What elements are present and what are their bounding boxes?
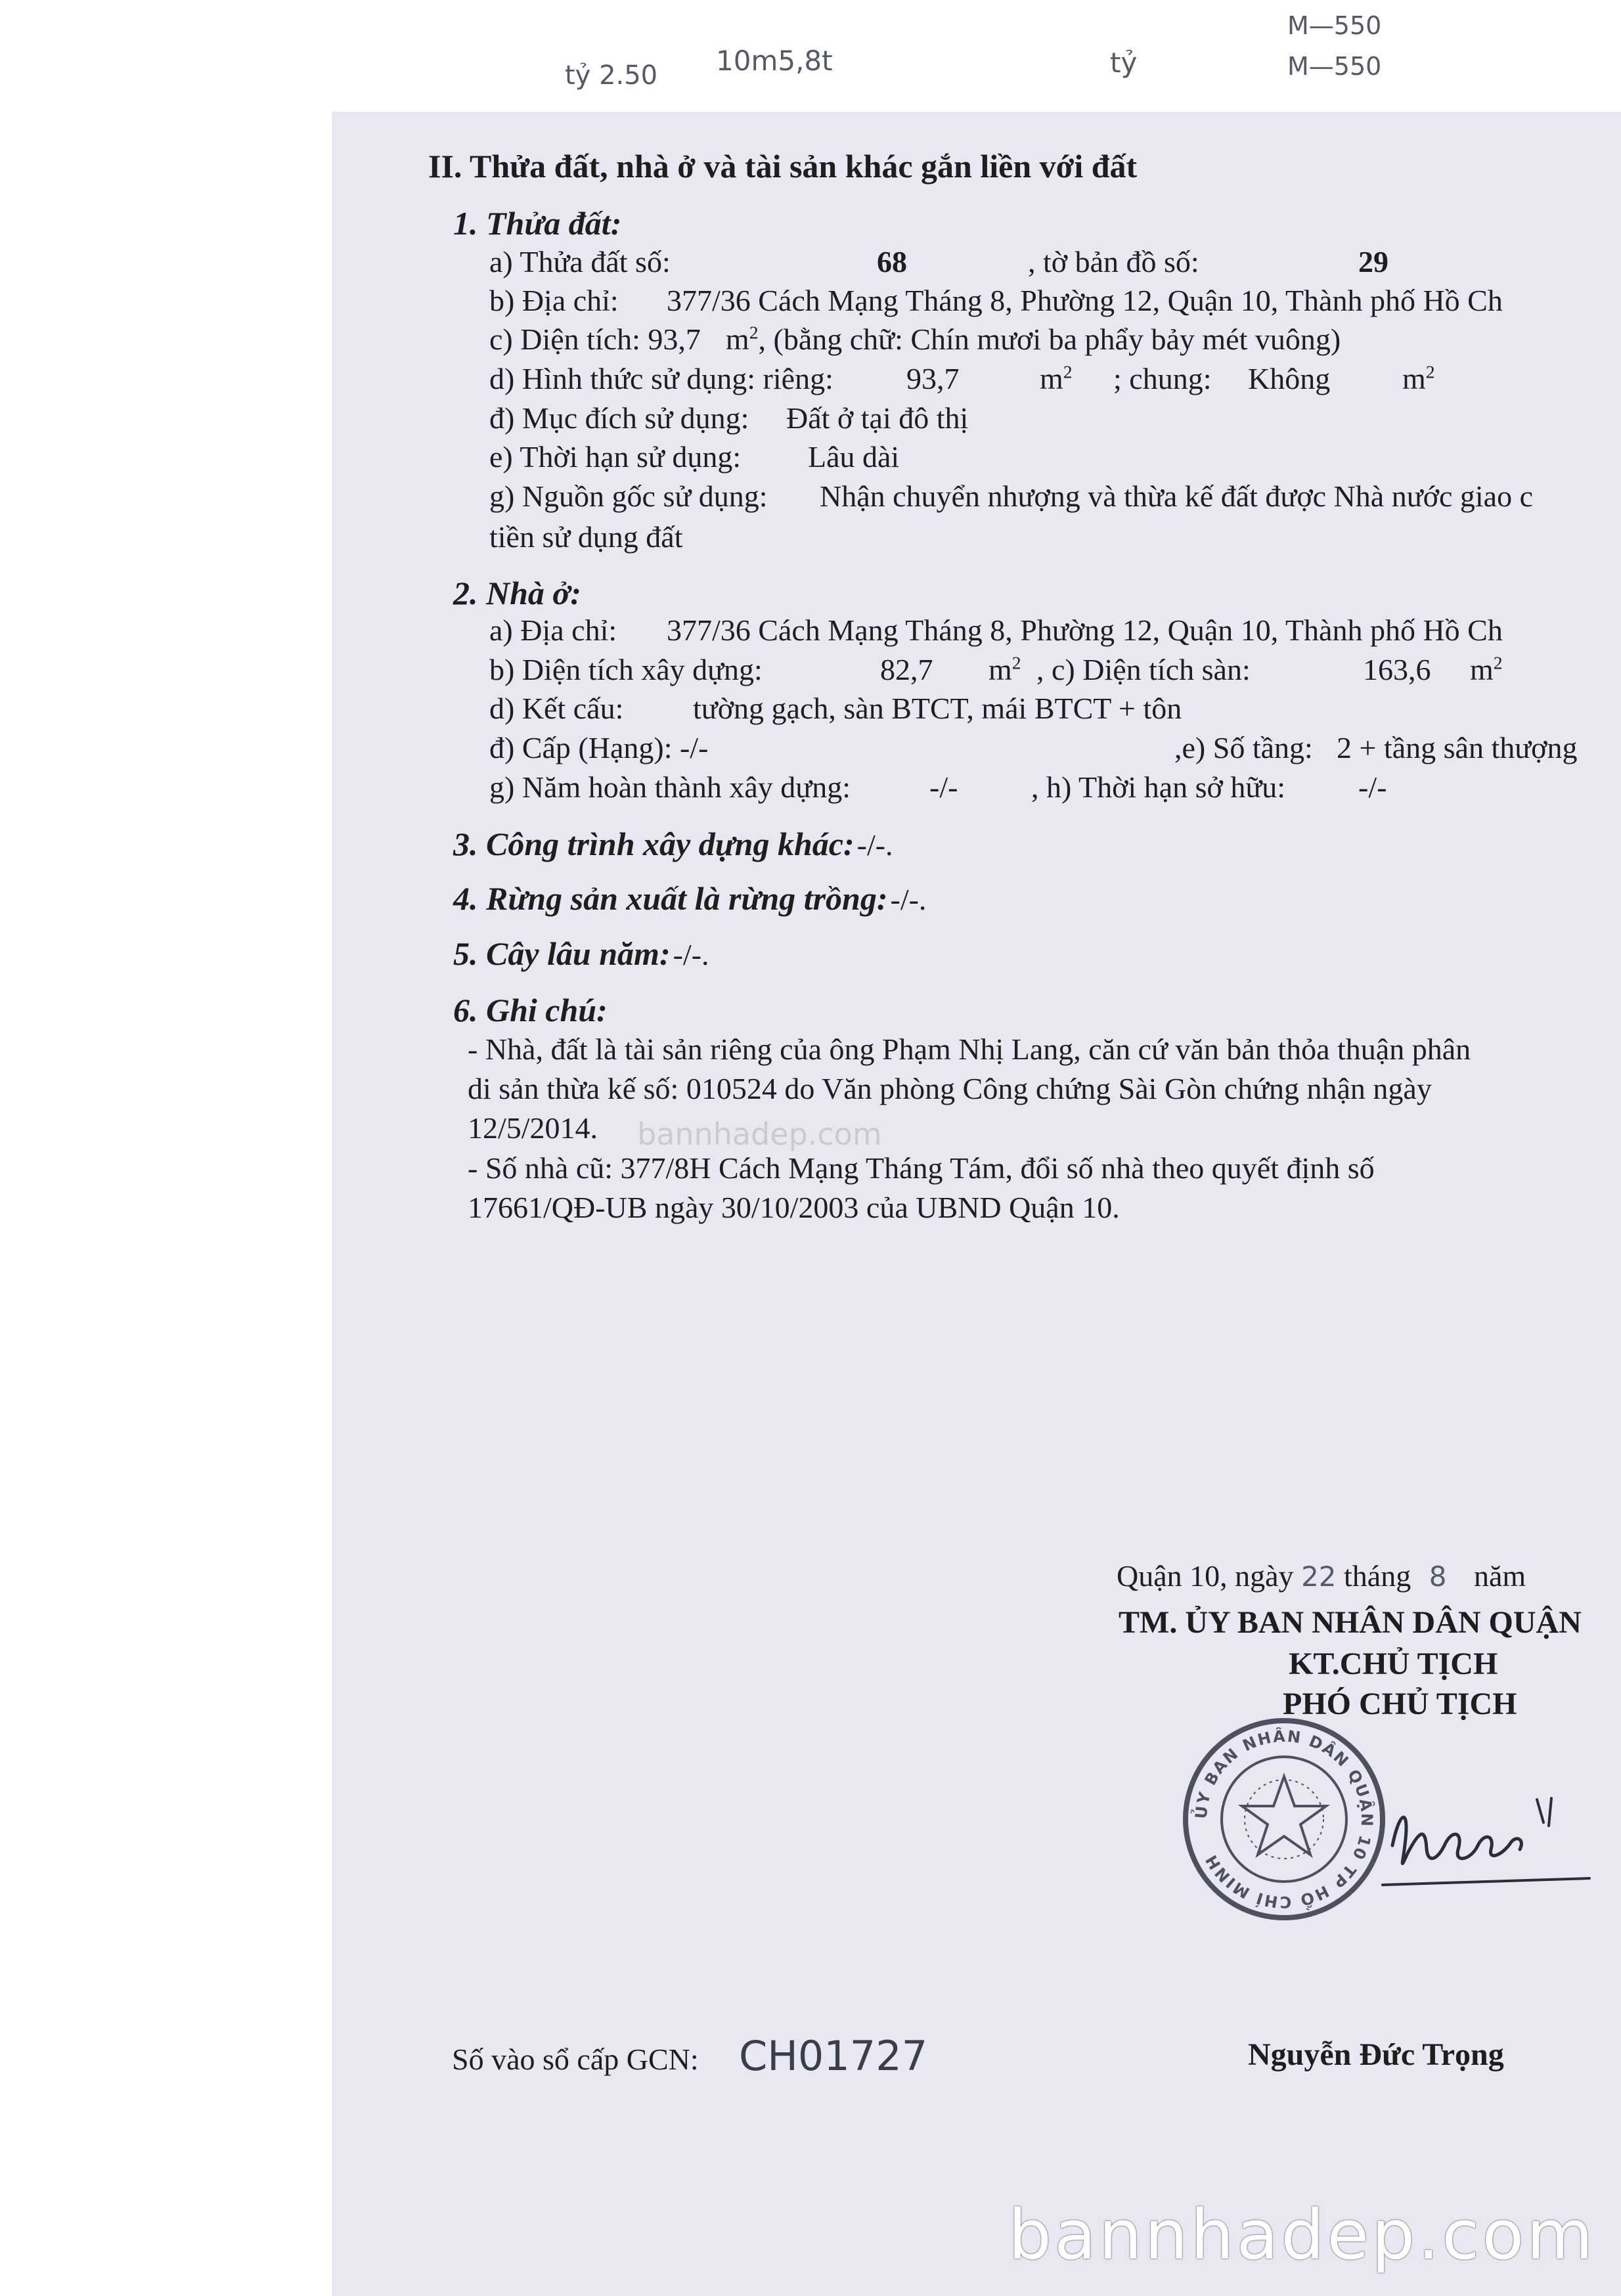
land-d-label: d) Hình thức sử dụng: riêng: (489, 362, 833, 395)
house-floor-area: 163,6 (1363, 653, 1431, 686)
notes-line-2: di sản thừa kế số: 010524 do Văn phòng Công chứng Sài Gòn chứng nhận ngày (468, 1072, 1432, 1105)
house-b-label: b) Diện tích xây dựng: (489, 653, 763, 686)
role-line-1: KT.CHỦ TỊCH (1289, 1646, 1498, 1681)
top-handwriting-left: tỷ 2.50 (565, 60, 658, 91)
land-purpose-label: đ) Mục đích sử dụng: (489, 401, 749, 435)
signature (1379, 1786, 1596, 1905)
date-prefix: Quận 10, ngày (1117, 1559, 1294, 1593)
forest-row (453, 882, 926, 915)
org-title: TM. ỦY BAN NHÂN DÂN QUẬN (1119, 1605, 1582, 1640)
date-day: 22 (1301, 1560, 1337, 1593)
top-handwriting-right1: M—550 (1287, 11, 1382, 40)
land-common-value: Không (1248, 362, 1331, 395)
perennial-label: 5. Cây lâu năm: (453, 935, 671, 972)
notes-heading: 6. Ghi chú: (453, 992, 608, 1028)
top-handwriting-mid2: tỷ (1110, 47, 1138, 79)
notes-line-5: 17661/QĐ-UB ngày 30/10/2003 của UBND Quận 10. (468, 1191, 1120, 1224)
forest-label: 4. Rừng sản xuất là rừng trồng: (453, 880, 888, 917)
top-handwriting-right2: M—550 (1287, 52, 1382, 81)
perennial-value: -/-. (673, 938, 709, 971)
house-floor-label: , c) Diện tích sàn: (1036, 653, 1251, 686)
land-purpose-value: Đất ở tại đô thị (786, 401, 969, 435)
other-works-row (453, 828, 893, 860)
land-private-area: 93,7 (906, 362, 960, 395)
house-structure-value: tường gạch, sàn BTCT, mái BTCT + tôn (693, 692, 1182, 725)
section-title: II. Thửa đất, nhà ở và tài sản khác gắn liền với đất (428, 148, 1138, 185)
watermark-small: bannhadep.com (637, 1116, 882, 1152)
house-year-label: g) Năm hoàn thành xây dựng: (489, 770, 851, 804)
land-origin-label: g) Nguồn gốc sử dụng: (489, 479, 768, 513)
notes-line-4: - Số nhà cũ: 377/8H Cách Mạng Tháng Tám, đổi số nhà theo quyết định số (468, 1151, 1375, 1185)
role-line-2: PHÓ CHỦ TỊCH (1283, 1687, 1517, 1721)
land-c-row (489, 324, 1341, 355)
perennial-row (453, 937, 709, 970)
official-stamp (1179, 1714, 1389, 1924)
land-common-label: ; chung: (1113, 362, 1212, 395)
land-area-unit: m (725, 322, 749, 356)
land-heading: 1. Thửa đất: (453, 205, 622, 242)
house-build-area: 82,7 (880, 653, 933, 686)
other-works-value: -/-. (856, 828, 893, 862)
house-a-label: a) Địa chỉ: (489, 613, 617, 647)
house-address: 377/36 Cách Mạng Tháng 8, Phường 12, Quận 10, Thành phố Hồ Ch (667, 613, 1503, 647)
land-area-words: , (bằng chữ: Chín mươi ba phẩy bảy mét vuông) (758, 322, 1341, 356)
date-month: 8 (1429, 1560, 1447, 1593)
register-label: Số vào sổ cấp GCN: (452, 2042, 699, 2076)
land-private-unit: $m^2$ (1040, 361, 1073, 395)
house-year-value: -/- (929, 770, 958, 804)
date-line (1117, 1561, 1526, 1591)
land-origin-cont: tiền sử dụng đất (489, 520, 683, 554)
notes-line-1: - Nhà, đất là tài sản riêng của ông Phạm Nhị Lang, căn cứ văn bản thỏa thuận phân (468, 1032, 1471, 1066)
land-origin-value: Nhận chuyển nhượng và thừa kế đất được Nhà nước giao c (820, 479, 1533, 513)
stamp-text: ỦY BAN NHÂN DÂN QUẬN 10 TP HỒ CHÍ MINH (1191, 1727, 1377, 1912)
land-term-value: Lâu dài (808, 440, 900, 474)
date-year-label: năm (1473, 1559, 1526, 1593)
land-b-label: b) Địa chỉ: (489, 284, 619, 317)
house-heading: 2. Nhà ở: (453, 575, 581, 611)
land-area-superscript: 2 (749, 322, 759, 343)
svg-text:ỦY BAN NHÂN DÂN QUẬN 10 TP HỒ (1189, 1727, 1377, 1913)
other-works-label: 3. Công trình xây dựng khác: (453, 826, 855, 862)
land-common-unit: $m^2$ (1402, 361, 1435, 395)
house-grade: đ) Cấp (Hạng): -/- (489, 731, 709, 764)
house-build-unit: $m^2$ (988, 652, 1021, 686)
forest-value: -/-. (890, 883, 927, 916)
land-term-label: e) Thời hạn sử dụng: (489, 440, 742, 474)
land-a-row (489, 247, 671, 277)
house-ownership-label: , h) Thời hạn sở hữu: (1031, 770, 1286, 804)
land-sheet-number: 29 (1358, 245, 1388, 278)
house-structure-label: d) Kết cấu: (489, 692, 624, 725)
notes-line-3: 12/5/2014. (468, 1111, 598, 1145)
house-floors-value: 2 + tầng sân thượng (1337, 731, 1578, 764)
date-month-label: tháng (1344, 1559, 1411, 1593)
land-sheet-label: , tờ bản đồ số: (1028, 245, 1199, 278)
house-floors-label: ,e) Số tầng: (1174, 731, 1313, 764)
house-floor-unit: $m^2$ (1470, 652, 1503, 686)
top-handwriting-mid1: 10m5,8t (716, 45, 833, 77)
land-address: 377/36 Cách Mạng Tháng 8, Phường 12, Quận 10, Thành phố Hồ Ch (667, 284, 1503, 317)
land-a-label: a) Thửa đất số: (489, 245, 671, 278)
watermark-large: bannhadep.com (1008, 2195, 1596, 2275)
signer-name: Nguyễn Đức Trọng (1248, 2037, 1504, 2072)
land-area-label: c) Diện tích: 93,7 (489, 322, 701, 356)
register-number: CH01727 (739, 2032, 928, 2080)
house-ownership-value: -/- (1358, 770, 1387, 804)
land-parcel-number: 68 (877, 245, 907, 278)
